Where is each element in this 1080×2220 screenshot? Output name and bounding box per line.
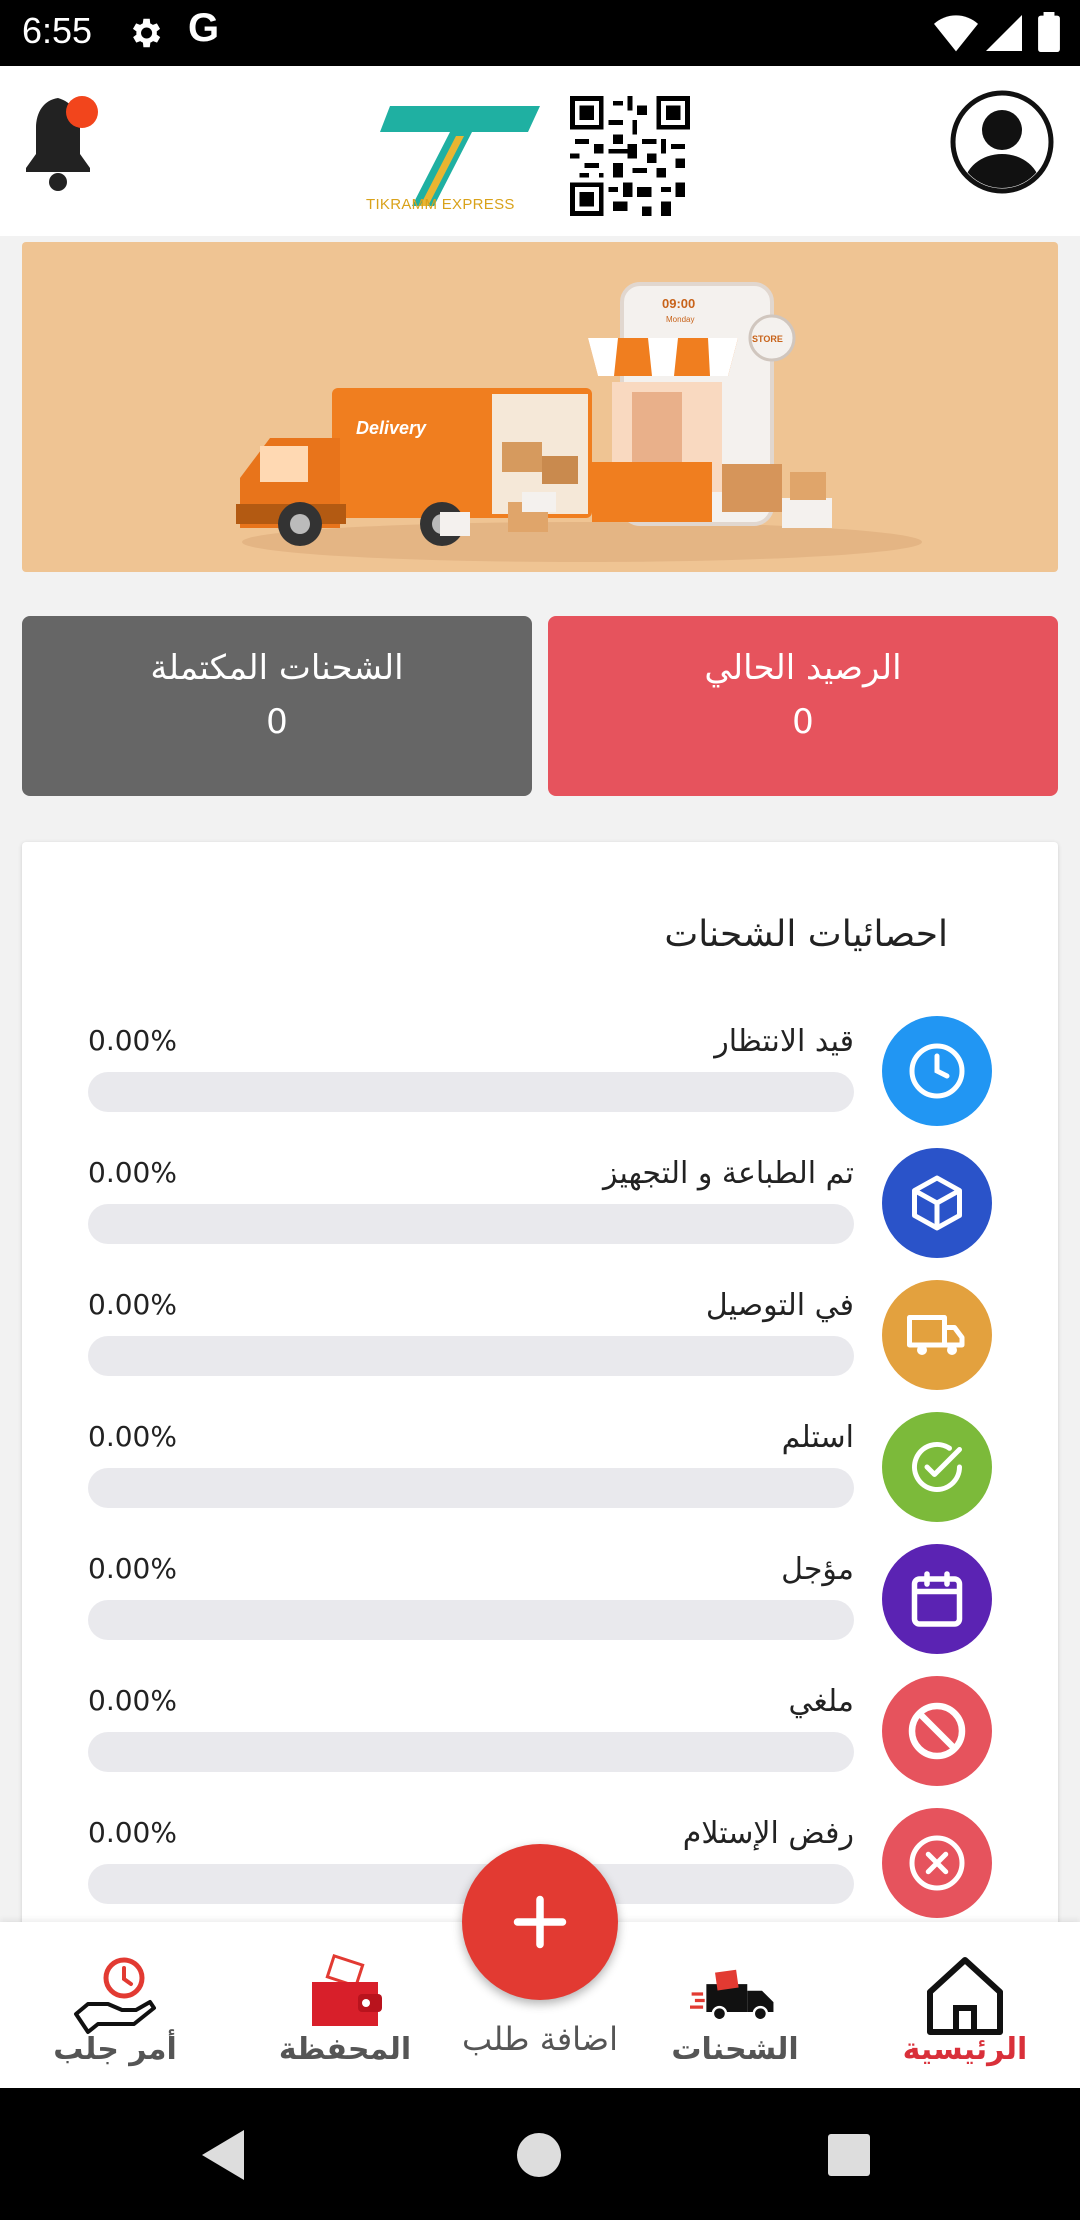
completed-shipments-value: 0 <box>266 702 288 742</box>
nav-home[interactable] <box>880 1922 1050 2088</box>
stat-label: قيد الانتظار <box>714 1024 854 1059</box>
home-icon <box>920 1952 1010 2036</box>
app-header <box>0 66 1080 236</box>
plus-icon <box>510 1892 570 1952</box>
banner-day-text: Monday <box>666 315 695 324</box>
google-icon: G <box>188 6 220 50</box>
stat-row-in-delivery[interactable] <box>22 1280 1058 1400</box>
current-balance-label: الرصيد الحالي <box>704 648 902 688</box>
completed-shipments-label: الشحنات المكتملة <box>150 648 404 688</box>
nav-wallet[interactable] <box>260 1922 430 2088</box>
nav-shipments-label: الشحنات <box>671 2032 799 2067</box>
progress-bar <box>88 1600 854 1640</box>
banner-store-text: STORE <box>752 334 783 344</box>
stat-label: رفض الإستلام <box>682 1816 854 1851</box>
status-time: 6:55 <box>22 10 93 51</box>
completed-shipments-card[interactable] <box>22 616 532 796</box>
progress-bar <box>88 1204 854 1244</box>
wifi-icon <box>934 14 978 52</box>
stat-row-received[interactable] <box>22 1412 1058 1532</box>
stats-title: احصائيات الشحنات <box>664 914 948 955</box>
stat-percent: 0.00% <box>88 1684 177 1717</box>
hand-clock-icon <box>70 1952 160 2036</box>
banner-truck-text: Delivery <box>356 418 427 438</box>
stat-label: تم الطباعة و التجهيز <box>602 1156 854 1191</box>
stat-row-postponed[interactable] <box>22 1544 1058 1664</box>
shipment-stats-panel <box>22 842 1058 1942</box>
nav-pickup-label: أمر جلب <box>53 2032 177 2067</box>
system-navigation-bar <box>0 2088 1080 2220</box>
brand-text: TIKRAMM EXPRESS <box>366 196 515 213</box>
stat-percent: 0.00% <box>88 1420 177 1453</box>
calendar-icon <box>882 1544 992 1654</box>
x-circle-icon <box>882 1808 992 1918</box>
current-balance-value: 0 <box>792 702 814 742</box>
battery-icon <box>1038 12 1060 52</box>
avatar-icon[interactable] <box>950 90 1054 194</box>
stat-row-pending[interactable] <box>22 1016 1058 1136</box>
nav-pickup-order[interactable] <box>30 1922 200 2088</box>
back-icon[interactable] <box>200 2128 250 2182</box>
stat-percent: 0.00% <box>88 1156 177 1189</box>
gear-icon <box>126 14 164 52</box>
stat-label: في التوصيل <box>705 1288 854 1323</box>
recents-icon[interactable] <box>828 2134 870 2176</box>
nav-shipments[interactable] <box>650 1922 820 2088</box>
stat-row-printed[interactable] <box>22 1148 1058 1268</box>
progress-bar <box>88 1732 854 1772</box>
nav-home-label: الرئيسية <box>902 2032 1028 2067</box>
progress-bar <box>88 1468 854 1508</box>
banner-clock-text: 09:00 <box>662 296 696 311</box>
delivery-truck-icon <box>690 1952 780 2036</box>
home-button-icon[interactable] <box>516 2132 562 2178</box>
stat-percent: 0.00% <box>88 1816 177 1849</box>
stat-label: استلم <box>781 1420 854 1455</box>
clock-icon <box>882 1016 992 1126</box>
wallet-icon <box>300 1952 390 2036</box>
box-icon <box>882 1148 992 1258</box>
stat-percent: 0.00% <box>88 1288 177 1321</box>
progress-bar <box>88 1072 854 1112</box>
truck-icon <box>882 1280 992 1390</box>
promo-banner <box>22 242 1058 572</box>
progress-bar <box>88 1336 854 1376</box>
bell-icon[interactable] <box>20 90 106 194</box>
stat-percent: 0.00% <box>88 1024 177 1057</box>
stat-row-cancelled[interactable] <box>22 1676 1058 1796</box>
add-order-button[interactable] <box>462 1844 618 2000</box>
status-bar <box>0 0 1080 66</box>
signal-icon <box>986 14 1022 52</box>
nav-add-order-label[interactable]: اضافة طلب <box>462 2020 618 2058</box>
qr-code[interactable] <box>570 96 690 216</box>
cancel-icon <box>882 1676 992 1786</box>
stat-percent: 0.00% <box>88 1552 177 1585</box>
nav-wallet-label: المحفظة <box>278 2032 412 2067</box>
check-circle-icon <box>882 1412 992 1522</box>
stat-label: ملغي <box>788 1684 854 1719</box>
current-balance-card[interactable] <box>548 616 1058 796</box>
stat-label: مؤجل <box>781 1552 854 1587</box>
